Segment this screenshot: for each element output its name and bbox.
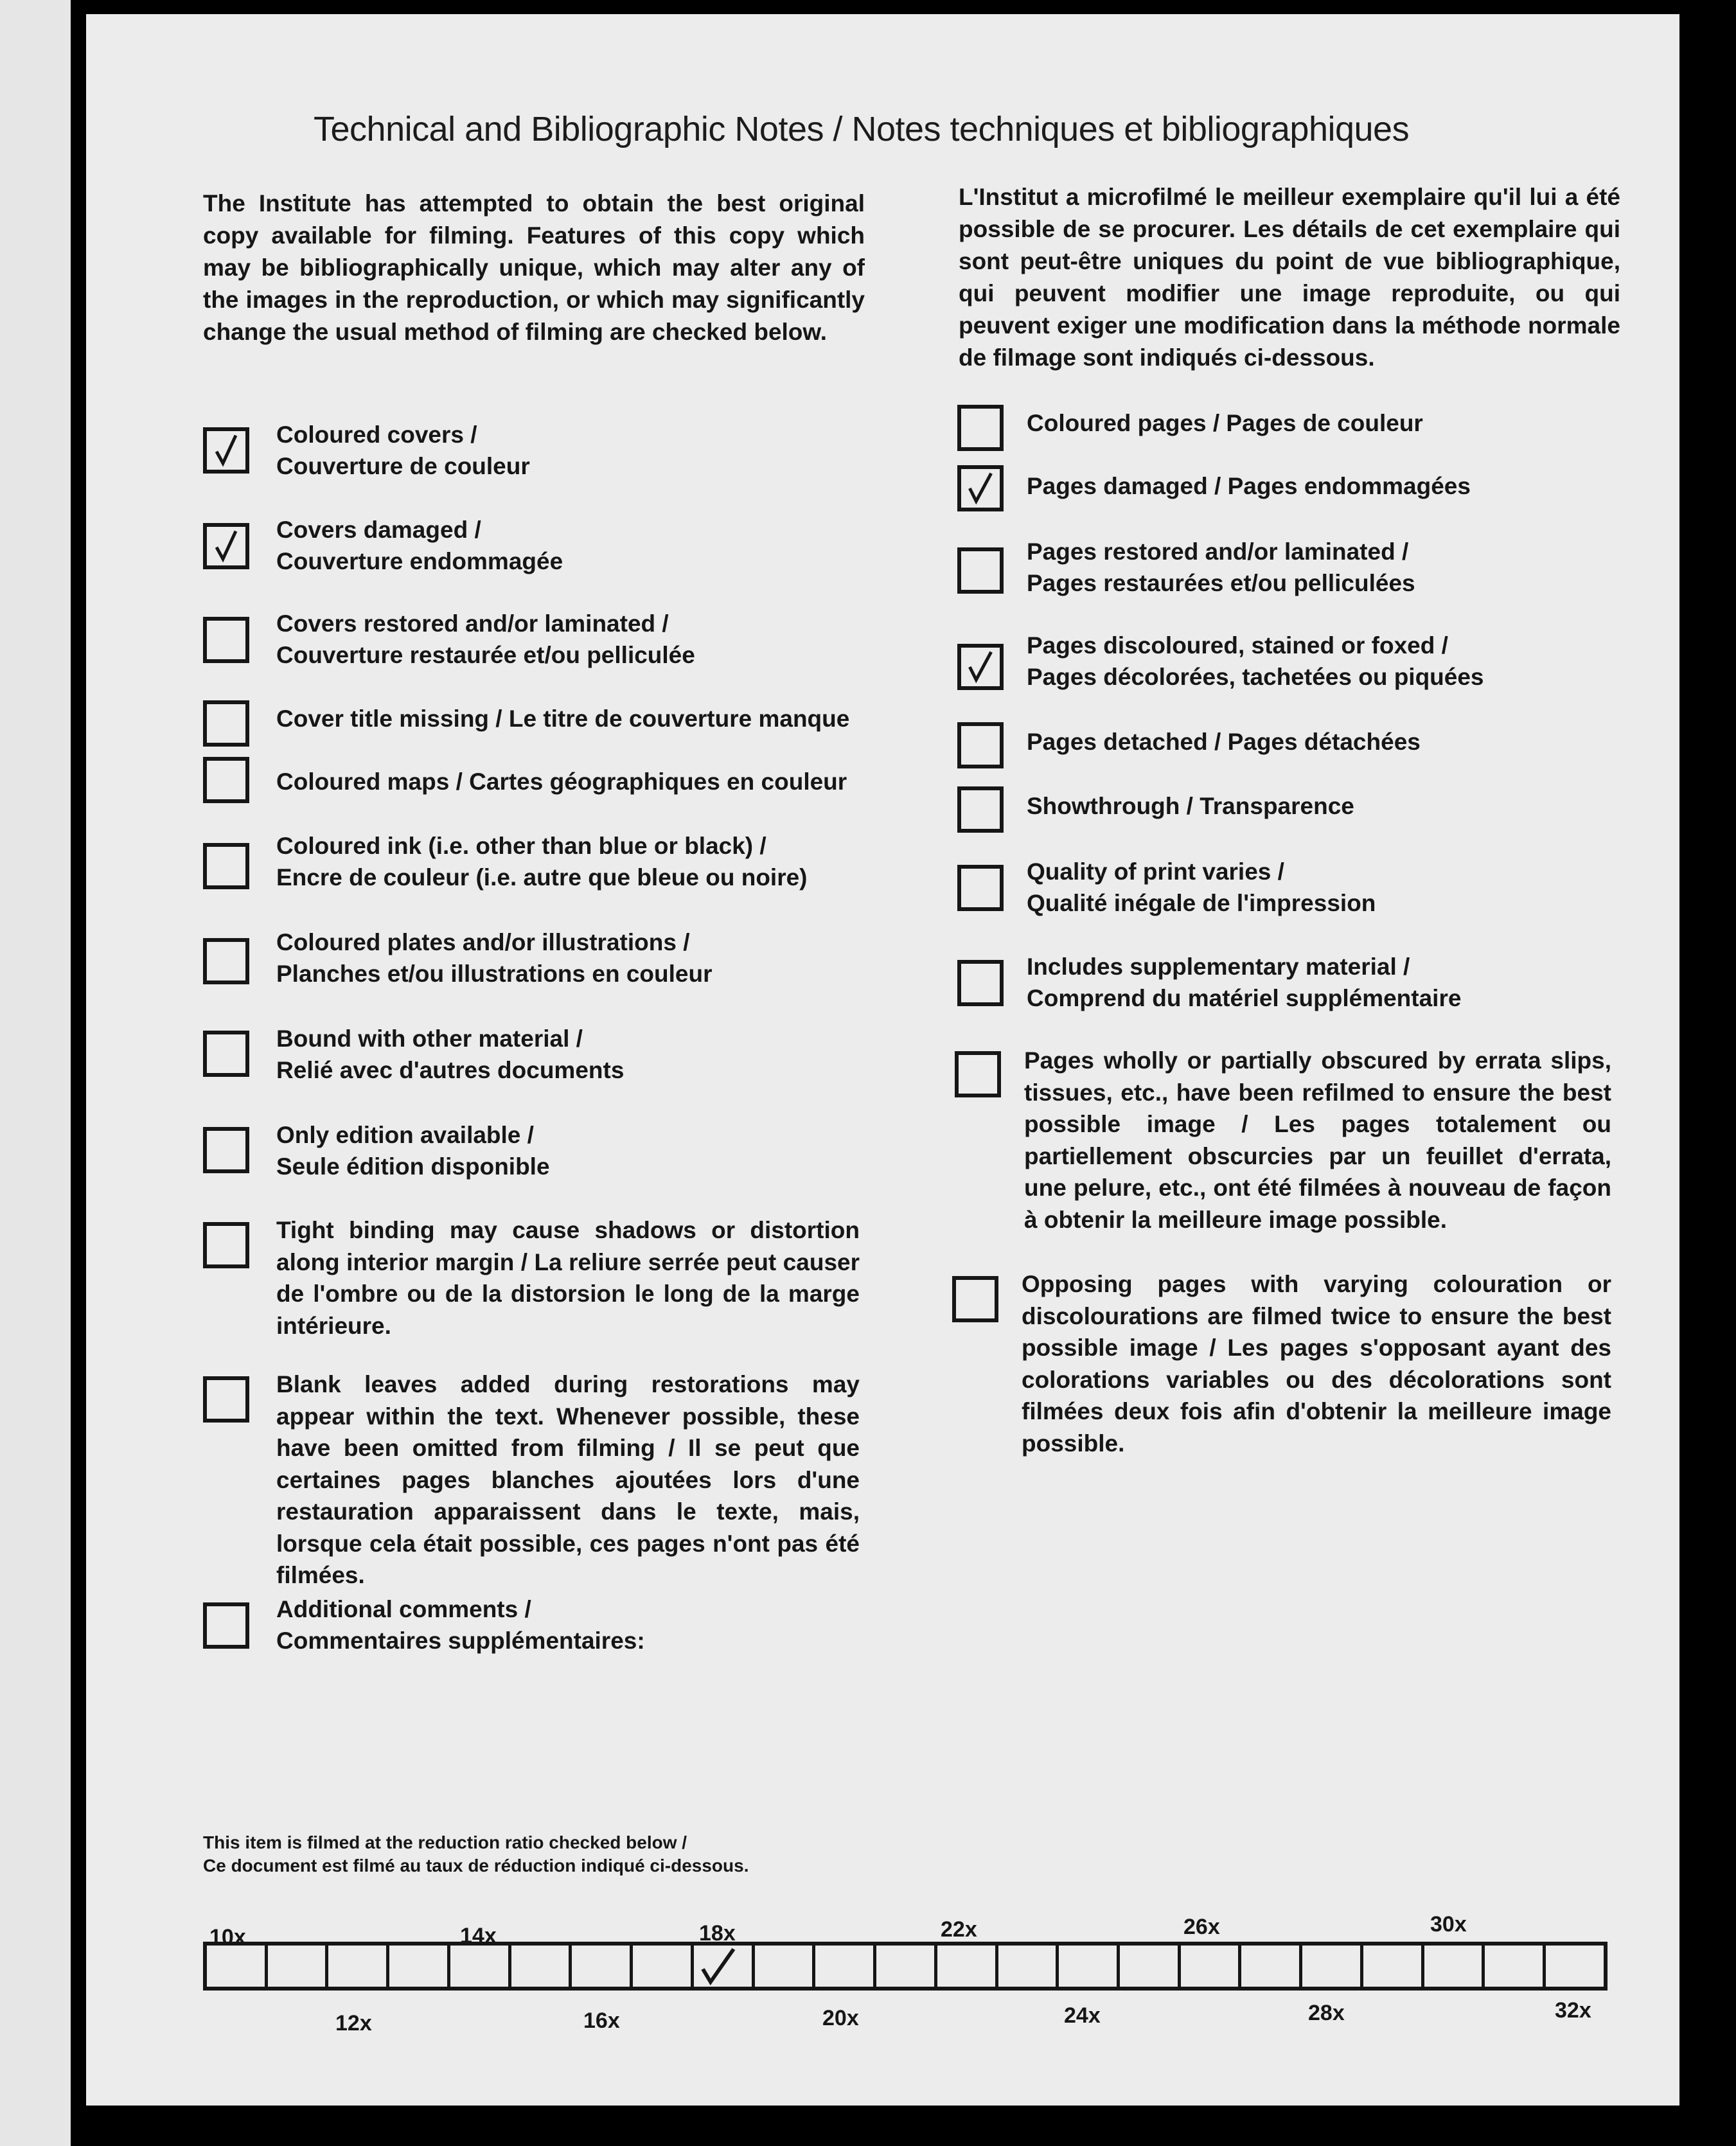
ratio-cell[interactable] — [572, 1946, 633, 1987]
ratio-label-14x: 14x — [460, 1924, 497, 1948]
adjacent-page-edge — [0, 0, 71, 2146]
ratio-cell[interactable] — [1059, 1946, 1120, 1987]
label-additional-comments: Additional comments / Commentaires supplémentaires: — [276, 1596, 645, 1654]
checkbox-quality-of-print[interactable] — [957, 865, 1004, 911]
ratio-label-16x: 16x — [583, 2009, 620, 2033]
checkbox-coloured-covers[interactable] — [203, 427, 249, 474]
checkbox-cover-title-missing[interactable] — [203, 700, 249, 747]
checkbox-pages-detached[interactable] — [957, 722, 1004, 768]
ratio-cell[interactable] — [268, 1946, 329, 1987]
label-coloured-maps: Coloured maps / Cartes géographiques en couleur — [276, 768, 847, 795]
ratio-cell[interactable] — [815, 1946, 876, 1987]
ratio-label-28x: 28x — [1308, 2001, 1345, 2025]
reduction-ratio-note-en: This item is filmed at the reduction ratio checked below / — [203, 1832, 687, 1852]
ratio-cell[interactable] — [937, 1946, 998, 1987]
checkbox-pages-restored[interactable] — [957, 547, 1004, 594]
intro-french: L'Institut a microfilmé le meilleur exemplaire qu'il lui a été possible de se procurer. Les détails de cet exemplaire qui sont peut-être uniques du point de vue bibliographique, qui peuvent modifier une image reproduite, ou qui peuvent exiger une modification dans la méthode normale de filmage sont indiqués ci-dessous. — [959, 184, 1620, 371]
ratio-cell[interactable] — [1302, 1946, 1363, 1987]
label-coloured-ink: Coloured ink (i.e. other than blue or black) / Encre de couleur (i.e. autre que bleue ou noire) — [276, 833, 808, 891]
checkbox-blank-leaves[interactable] — [203, 1376, 249, 1423]
ratio-cell[interactable] — [207, 1946, 268, 1987]
label-pages-obscured: Pages wholly or partially obscured by errata slips, tissues, etc., have been refilmed to ensure the best possible image / Les pages totalement ou partiellement obscurcies par un feuillet d'errata, une pelure, etc., ont été filmées à nouveau de façon à obtenir la meilleure image possible. — [1024, 1047, 1611, 1233]
ratio-label-10x: 10x — [209, 1925, 246, 1949]
checkbox-opposing-pages[interactable] — [952, 1276, 998, 1322]
ratio-cell[interactable] — [1181, 1946, 1242, 1987]
label-opposing-pages: Opposing pages with varying colouration or discolourations are filmed twice to ensure the best possible image / Les pages s'opposant ayant des colorations variables ou des décolorations sont filmées deux fois afin d'obtenir la meilleure image possible. — [1022, 1271, 1611, 1457]
checkbox-pages-damaged[interactable] — [957, 465, 1004, 511]
label-bound-with-other: Bound with other material / Relié avec d'autres documents — [276, 1025, 624, 1083]
label-supplementary-material: Includes supplementary material / Comprend du matériel supplémentaire — [1027, 953, 1462, 1011]
intro-english: The Institute has attempted to obtain the best original copy available for filming. Features of this copy which may be bibliographically unique, which may alter any of the images in the reproduction, or which may significantly change the usual method of filming are checked below. — [203, 190, 865, 345]
checkbox-coloured-plates[interactable] — [203, 938, 249, 984]
ratio-label-18x: 18x — [699, 1921, 736, 1946]
ratio-cell[interactable] — [1485, 1946, 1546, 1987]
ratio-label-30x: 30x — [1430, 1912, 1467, 1937]
page-title: Technical and Bibliographic Notes / Notes techniques et bibliographiques — [314, 110, 1410, 148]
checkbox-pages-obscured[interactable] — [955, 1051, 1001, 1097]
checkbox-showthrough[interactable] — [957, 786, 1004, 833]
checkbox-coloured-ink[interactable] — [203, 843, 249, 889]
ratio-cell[interactable] — [511, 1946, 572, 1987]
ratio-label-20x: 20x — [822, 2006, 859, 2030]
ratio-label-32x: 32x — [1555, 1998, 1591, 2023]
ratio-cell[interactable] — [450, 1946, 511, 1987]
checkbox-only-edition[interactable] — [203, 1127, 249, 1173]
ratio-cell[interactable] — [1363, 1946, 1424, 1987]
label-covers-restored: Covers restored and/or laminated / Couverture restaurée et/ou pelliculée — [276, 610, 695, 668]
label-cover-title-missing: Cover title missing / Le titre de couverture manque — [276, 705, 850, 732]
reduction-ratio-note-fr: Ce document est filmé au taux de réduction indiqué ci-dessous. — [203, 1856, 749, 1876]
label-quality-of-print: Quality of print varies / Qualité inégale de l'impression — [1027, 858, 1376, 916]
label-coloured-plates: Coloured plates and/or illustrations / Planches et/ou illustrations en couleur — [276, 929, 713, 987]
label-pages-damaged: Pages damaged / Pages endommagées — [1027, 473, 1471, 499]
ratio-label-12x: 12x — [335, 2011, 372, 2035]
checkbox-covers-damaged[interactable] — [203, 523, 249, 569]
label-blank-leaves: Blank leaves added during restorations may appear within the text. Whenever possible, these have been omitted from filming / Il se peut que certaines pages blanches ajoutées lors d'une restauration apparaissent dans le texte, mais, lorsque cela était possible, ces pages n'ont pas été filmées. — [276, 1371, 860, 1588]
ratio-cell[interactable] — [633, 1946, 694, 1987]
ratio-label-26x: 26x — [1183, 1915, 1220, 1939]
checkbox-bound-with-other[interactable] — [203, 1031, 249, 1077]
label-showthrough: Showthrough / Transparence — [1027, 793, 1354, 819]
checkbox-pages-discoloured[interactable] — [957, 644, 1004, 690]
checkbox-tight-binding[interactable] — [203, 1222, 249, 1268]
checkbox-additional-comments[interactable] — [203, 1602, 249, 1649]
label-tight-binding: Tight binding may cause shadows or distortion along interior margin / La reliure serrée peut causer de l'ombre ou de la distorsion le long de la marge intérieure. — [276, 1217, 860, 1339]
checkbox-coloured-pages[interactable] — [957, 405, 1004, 451]
checkbox-coloured-maps[interactable] — [203, 757, 249, 803]
ratio-cell[interactable] — [1241, 1946, 1302, 1987]
reduction-ratio-note — [203, 1831, 749, 1877]
ratio-cell-checked[interactable] — [694, 1946, 755, 1987]
label-pages-detached: Pages detached / Pages détachées — [1027, 729, 1421, 755]
label-pages-restored: Pages restored and/or laminated / Pages restaurées et/ou pelliculées — [1027, 538, 1415, 596]
label-coloured-covers: Coloured covers / Couverture de couleur — [276, 421, 530, 479]
label-coloured-pages: Coloured pages / Pages de couleur — [1027, 410, 1423, 436]
ratio-cell[interactable] — [1424, 1946, 1485, 1987]
reduction-ratio-strip — [203, 1942, 1608, 1991]
ratio-cell[interactable] — [328, 1946, 389, 1987]
label-covers-damaged: Covers damaged / Couverture endommagée — [276, 517, 563, 574]
ratio-label-24x: 24x — [1064, 2003, 1101, 2028]
ratio-cell[interactable] — [755, 1946, 816, 1987]
ratio-cell[interactable] — [1546, 1946, 1604, 1987]
label-only-edition: Only edition available / Seule édition disponible — [276, 1122, 550, 1180]
checkbox-supplementary-material[interactable] — [957, 960, 1004, 1006]
checkbox-covers-restored[interactable] — [203, 617, 249, 663]
ratio-cell[interactable] — [876, 1946, 937, 1987]
ratio-cell[interactable] — [998, 1946, 1059, 1987]
ratio-label-22x: 22x — [941, 1917, 977, 1942]
label-pages-discoloured: Pages discoloured, stained or foxed / Pages décolorées, tachetées ou piquées — [1027, 632, 1484, 690]
ratio-cell[interactable] — [1120, 1946, 1181, 1987]
ratio-cell[interactable] — [389, 1946, 450, 1987]
